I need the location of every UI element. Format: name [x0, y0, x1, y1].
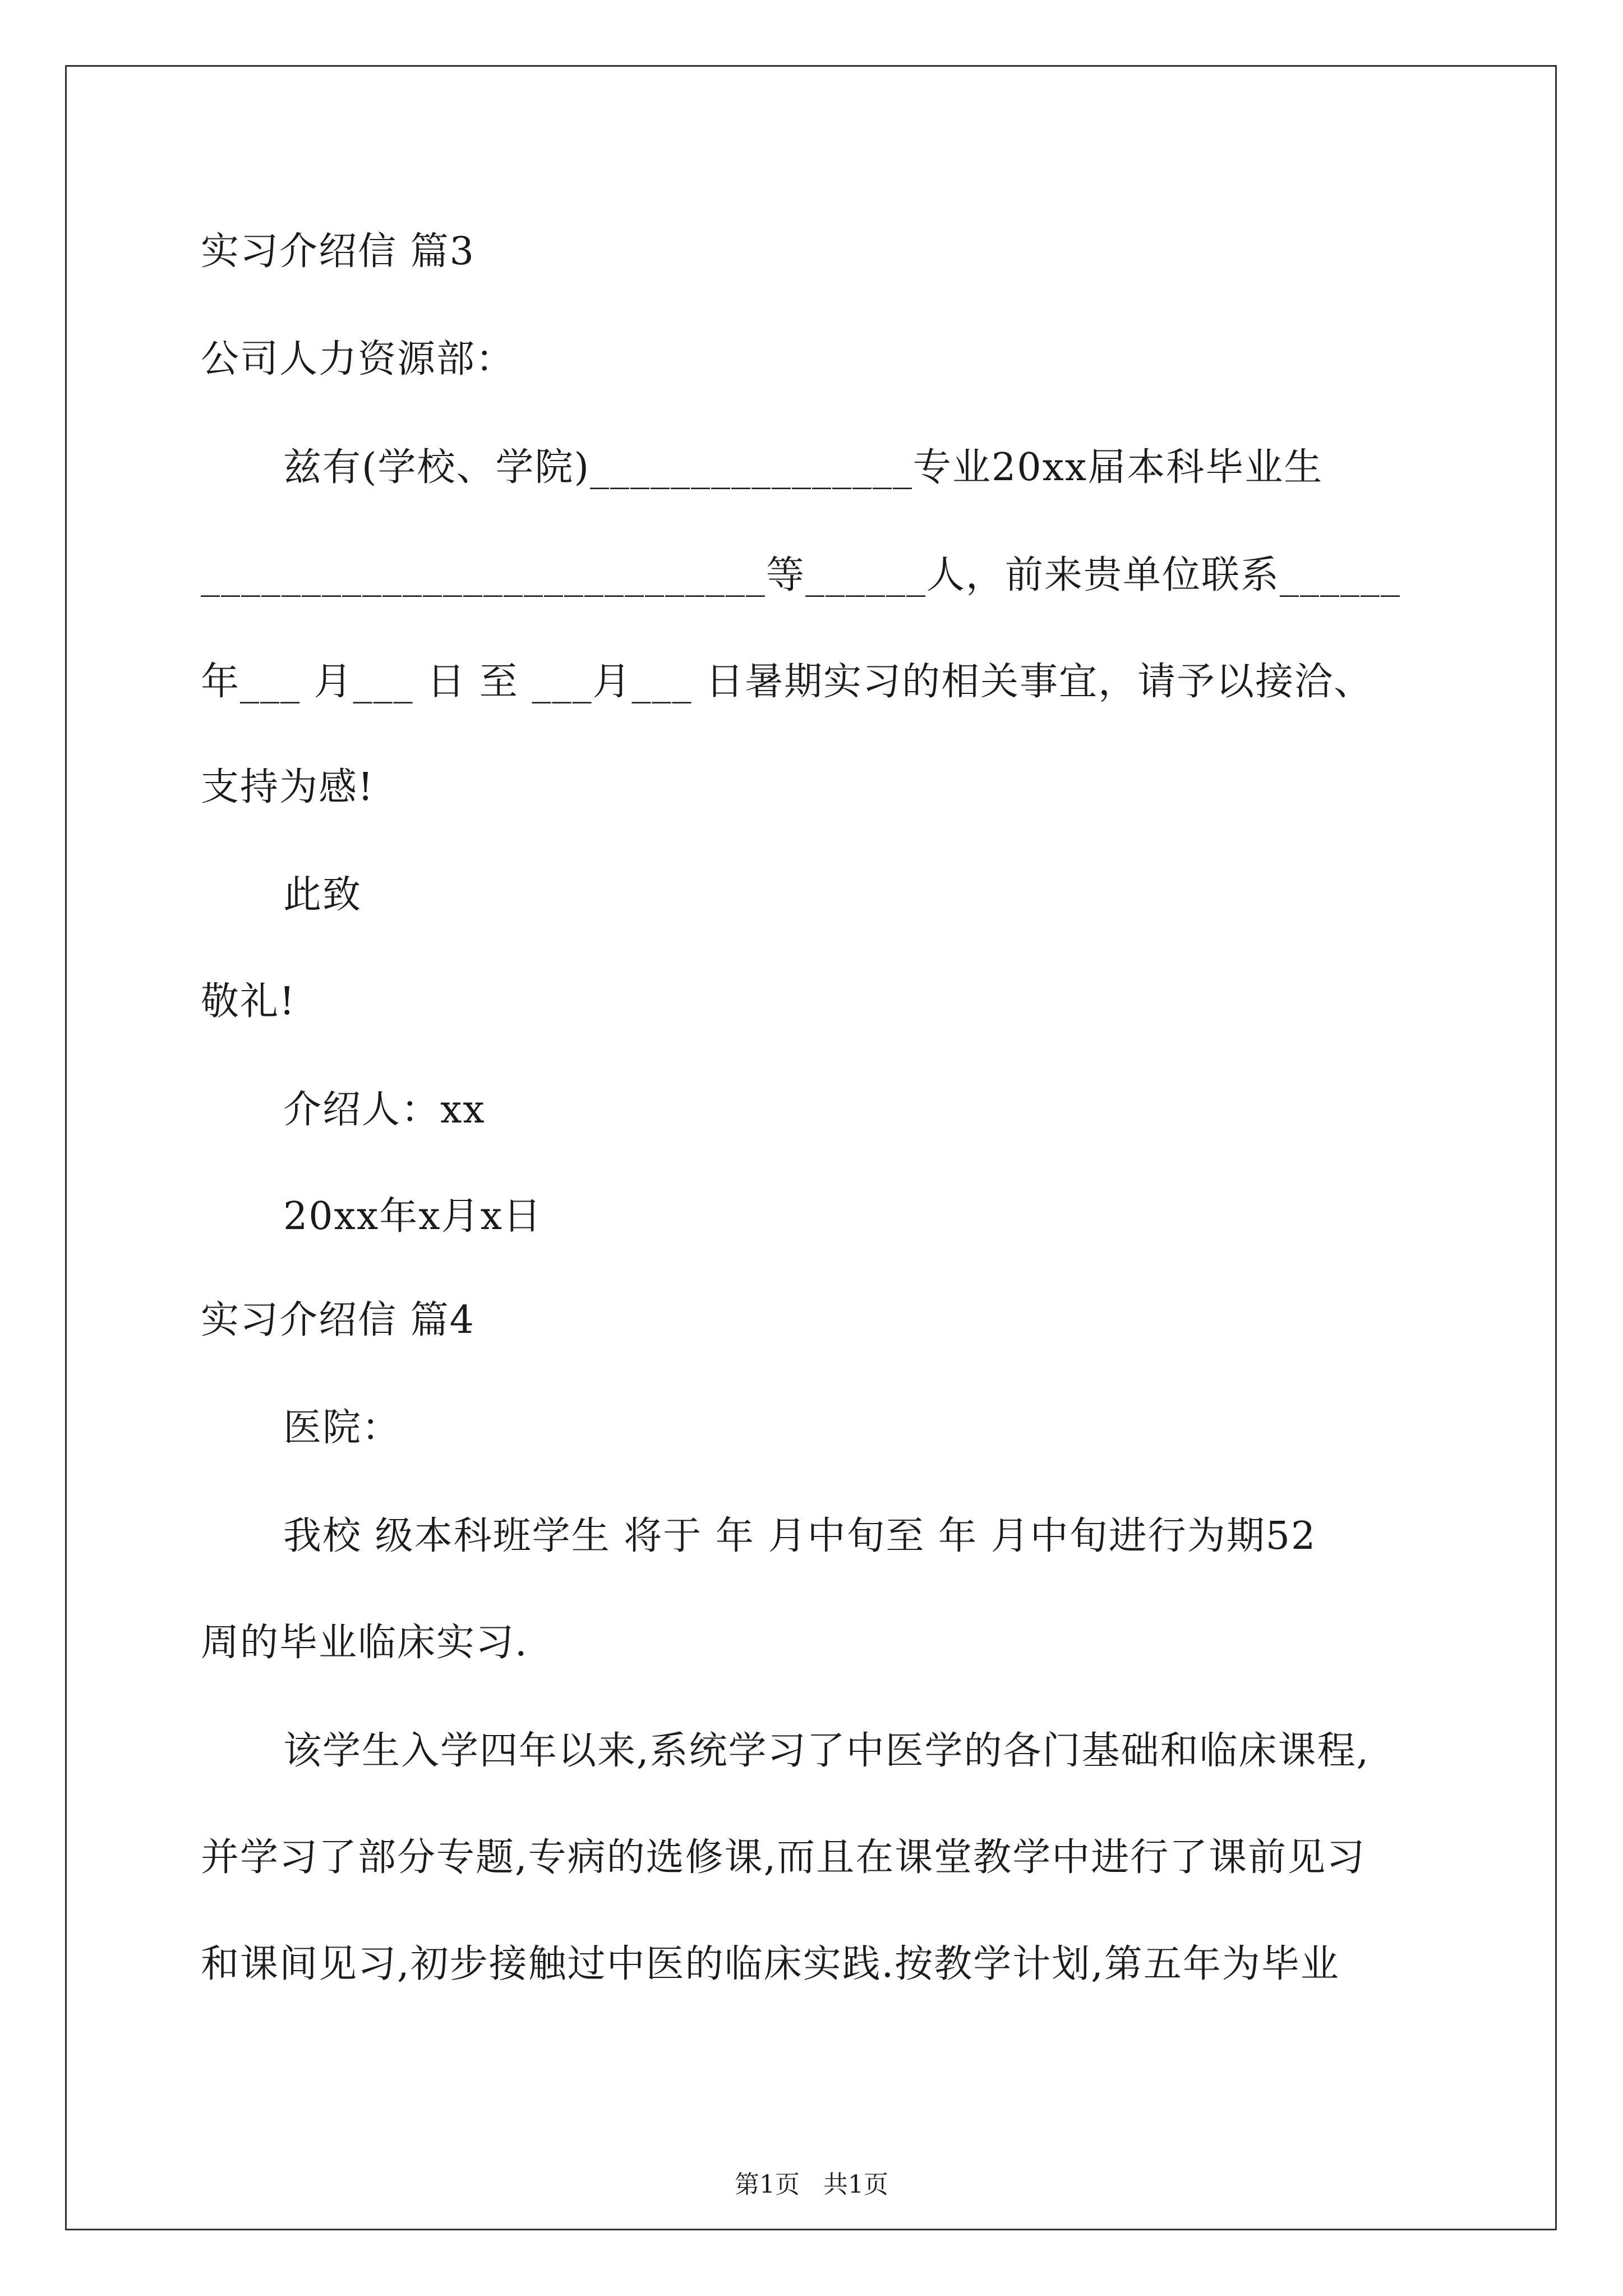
body-line: 年___ 月___ 日 至 ___月___ 日暑期实习的相关事宜，请予以接洽、 [201, 660, 1373, 704]
body-line: 兹有(学校、学院)________________专业20xx届本科毕业生 [283, 445, 1324, 490]
page-footer: 第1页 共1页 [735, 2170, 888, 2199]
closing-regards: 敬礼! [201, 979, 296, 1024]
introducer-line: 介绍人：xx [283, 1088, 486, 1132]
body-line: 我校 级本科班学生 将于 年 月中旬至 年 月中旬进行为期52 [283, 1514, 1317, 1558]
date-line: 20xx年x月x日 [283, 1194, 542, 1239]
body-line: 和课间见习,初步接触过中医的临床实践.按教学计划,第五年为毕业 [201, 1942, 1340, 1986]
body-line: 并学习了部分专题,专病的选修课,而且在课堂教学中进行了课前见习 [201, 1835, 1366, 1880]
section-title-4: 实习介绍信 篇4 [201, 1298, 475, 1342]
body-line: 支持为感! [201, 765, 375, 809]
body-line: ____________________________等______人，前来贵单位联系______ [201, 553, 1401, 597]
salutation-hr: 公司人力资源部： [201, 337, 515, 381]
closing-line: 此致 [283, 873, 362, 917]
body-line: 周的毕业临床实习. [201, 1621, 528, 1665]
body-line: 该学生入学四年以来,系统学习了中医学的各门基础和临床课程, [283, 1729, 1370, 1773]
page-frame [65, 65, 1557, 2230]
salutation-hospital: 医院： [283, 1406, 402, 1450]
section-title-3: 实习介绍信 篇3 [201, 229, 475, 274]
